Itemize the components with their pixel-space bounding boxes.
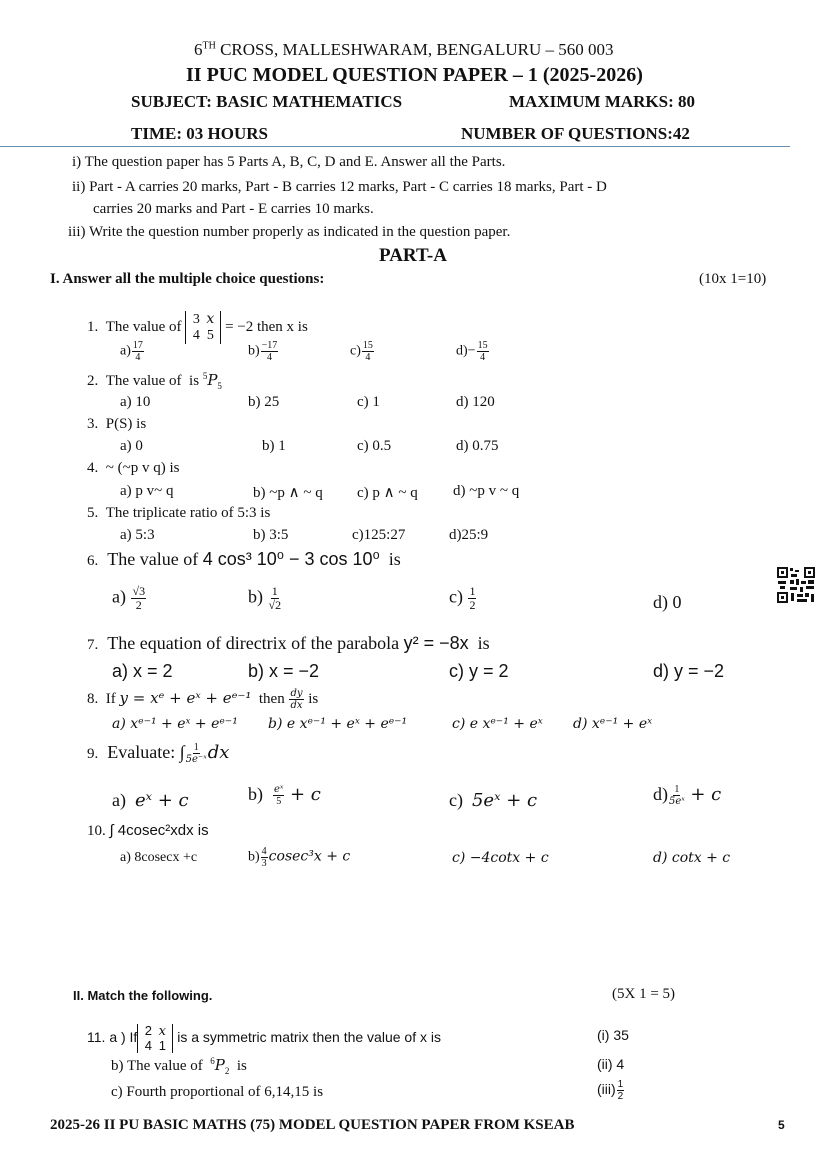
q8-option-c: c) e xᵉ⁻¹ + eˣ bbox=[452, 716, 543, 732]
instruction-ii-cont: carries 20 marks and Part - E carries 10 marks. bbox=[93, 201, 374, 217]
instruction-iii: iii) Write the question number properly as indicated in the question paper. bbox=[68, 224, 511, 240]
q3-option-d: d) 0.75 bbox=[456, 438, 499, 454]
q6-option-b: b) $\frac{1}{√2}$ bbox=[248, 584, 282, 612]
subject-label: SUBJECT: BASIC MATHEMATICS bbox=[131, 92, 403, 111]
footer-text: 2025-26 II PU BASIC MATHS (75) MODEL QUESTION PAPER FROM KSEAB bbox=[50, 1117, 575, 1133]
time-label: TIME: 03 HOURS bbox=[131, 124, 268, 143]
question-5: 5. The triplicate ratio of 5:3 is bbox=[87, 505, 271, 521]
part-a-title: PART-A bbox=[379, 245, 447, 266]
num-questions-label: NUMBER OF QUESTIONS:42 bbox=[461, 124, 690, 143]
question-11a: 11. a ) If 2 x 4 1 is a symmetric matrix then the value of x is bbox=[87, 1023, 441, 1053]
q8-option-b: b) e xᵉ⁻¹ + eˣ + eᵉ⁻¹ bbox=[268, 716, 408, 732]
question-11c: c) Fourth proportional of 6,14,15 is bbox=[111, 1084, 324, 1100]
match-answer-iii: (iii) $\frac{1}{2}$ bbox=[597, 1079, 624, 1102]
q4-option-c: c) p ∧ ~ q bbox=[357, 485, 418, 501]
section-2-title: II. Match the following. bbox=[73, 988, 213, 1003]
section-2-marks: (5X 1 = 5) bbox=[612, 986, 676, 1002]
q6-option-a: a) $\frac{√3}{2}$ bbox=[112, 584, 146, 612]
q2-option-c: c) 1 bbox=[357, 394, 380, 410]
question-10: 10. ∫ 4cosec²xdx is bbox=[87, 822, 209, 839]
question-6: 6. The value of 4 cos³ 10⁰ − 3 cos 10⁰ is bbox=[87, 549, 401, 569]
matrix: 2 x 4 1 bbox=[137, 1024, 173, 1053]
header-divider bbox=[0, 146, 790, 147]
qr-code-icon bbox=[776, 566, 816, 604]
section-1-marks: (10x 1=10) bbox=[699, 271, 767, 287]
q1-option-b: b) $\frac{-17}{4}$ bbox=[248, 340, 278, 363]
question-3: 3. P(S) is bbox=[87, 416, 147, 432]
q9-option-b: b) $\frac{\text{eˣ}}{5}$ + c bbox=[248, 784, 321, 808]
q6-option-d: d) 0 bbox=[653, 592, 682, 612]
match-answer-i: (i) 35 bbox=[597, 1027, 629, 1043]
max-marks-label: MAXIMUM MARKS: 80 bbox=[509, 92, 696, 111]
paper-title: II PUC MODEL QUESTION PAPER – 1 (2025-2026) bbox=[186, 64, 643, 86]
q7-option-a: a) x = 2 bbox=[112, 661, 173, 681]
q8-option-d: d) xᵉ⁻¹ + eˣ bbox=[573, 716, 653, 732]
q3-option-b: b) 1 bbox=[262, 438, 286, 454]
q10-option-a: a) 8cosecx +c bbox=[120, 850, 198, 865]
q4-option-a: a) p v~ q bbox=[120, 483, 174, 499]
question-11b: b) The value of $^6P_2$ is bbox=[111, 1056, 247, 1076]
q2-option-b: b) 25 bbox=[248, 394, 280, 410]
q9-option-d: d) $\frac{1}{\text{5eˣ}}$ + c bbox=[653, 784, 722, 808]
school-address: 6TH CROSS, MALLESHWARAM, BENGALURU – 560 003 bbox=[194, 40, 614, 59]
q2-option-d: d) 120 bbox=[456, 394, 495, 410]
section-1-title: I. Answer all the multiple choice questions: bbox=[50, 271, 325, 287]
q5-option-d: d)25:9 bbox=[449, 527, 489, 543]
q1-option-d: d)− $\frac{15}{4}$ bbox=[456, 340, 488, 363]
instruction-ii: ii) Part - A carries 20 marks, Part - B carries 12 marks, Part - C carries 18 marks, Part - D bbox=[72, 179, 607, 195]
q10-option-b: b) $\frac{4}{3}$ cosec³x + c bbox=[248, 846, 351, 869]
question-2: 2. The value of is $^5P_5$ bbox=[87, 371, 222, 391]
page-number: 5 bbox=[778, 1118, 785, 1132]
q4-option-b: b) ~p ∧ ~ q bbox=[253, 485, 323, 501]
q3-option-a: a) 0 bbox=[120, 438, 143, 454]
question-7: 7. The equation of directrix of the parabola y² = −8x is bbox=[87, 633, 490, 653]
q7-option-b: b) x = −2 bbox=[248, 661, 320, 681]
q10-option-c: c) −4cotx + c bbox=[452, 850, 549, 866]
q10-option-d: d) cotx + c bbox=[653, 850, 731, 866]
q1-option-c: c) $\frac{15}{4}$ bbox=[350, 340, 373, 363]
q9-option-a: a) eˣ + c bbox=[112, 790, 189, 811]
q4-option-d: d) ~p v ~ q bbox=[453, 483, 520, 499]
q5-option-b: b) 3:5 bbox=[253, 527, 289, 543]
q5-option-a: a) 5:3 bbox=[120, 527, 155, 543]
question-1: 1. The value of 3 x 4 5 = −2 then x is bbox=[87, 311, 308, 343]
q7-option-d: d) y = −2 bbox=[653, 661, 725, 681]
question-9: 9. Evaluate: ∫ $\frac{1}{\text{5e⁻ˣ}}$ dx bbox=[87, 742, 230, 766]
q1-option-a: a) $\frac{17}{4}$ bbox=[120, 340, 143, 363]
q9-option-c: c) 5eˣ + c bbox=[449, 790, 538, 811]
q6-option-c: c) $\frac{1}{2}$ bbox=[449, 584, 476, 612]
q2-option-a: a) 10 bbox=[120, 394, 151, 410]
q5-option-c: c)125:27 bbox=[352, 527, 406, 543]
q8-option-a: a) xᵉ⁻¹ + eˣ + eᵉ⁻¹ bbox=[112, 716, 238, 732]
q7-option-c: c) y = 2 bbox=[449, 661, 509, 681]
determinant: 3 x 4 5 bbox=[185, 311, 221, 344]
question-8: 8. If y = xᵉ + eˣ + eᵉ⁻¹ then $\frac{dy}{dx}$ is bbox=[87, 688, 319, 711]
question-4: 4. ~ (~p v q) is bbox=[87, 460, 180, 476]
q3-option-c: c) 0.5 bbox=[357, 438, 392, 454]
match-answer-ii: (ii) 4 bbox=[597, 1056, 625, 1072]
instruction-i: i) The question paper has 5 Parts A, B, C, D and E. Answer all the Parts. bbox=[72, 154, 506, 170]
